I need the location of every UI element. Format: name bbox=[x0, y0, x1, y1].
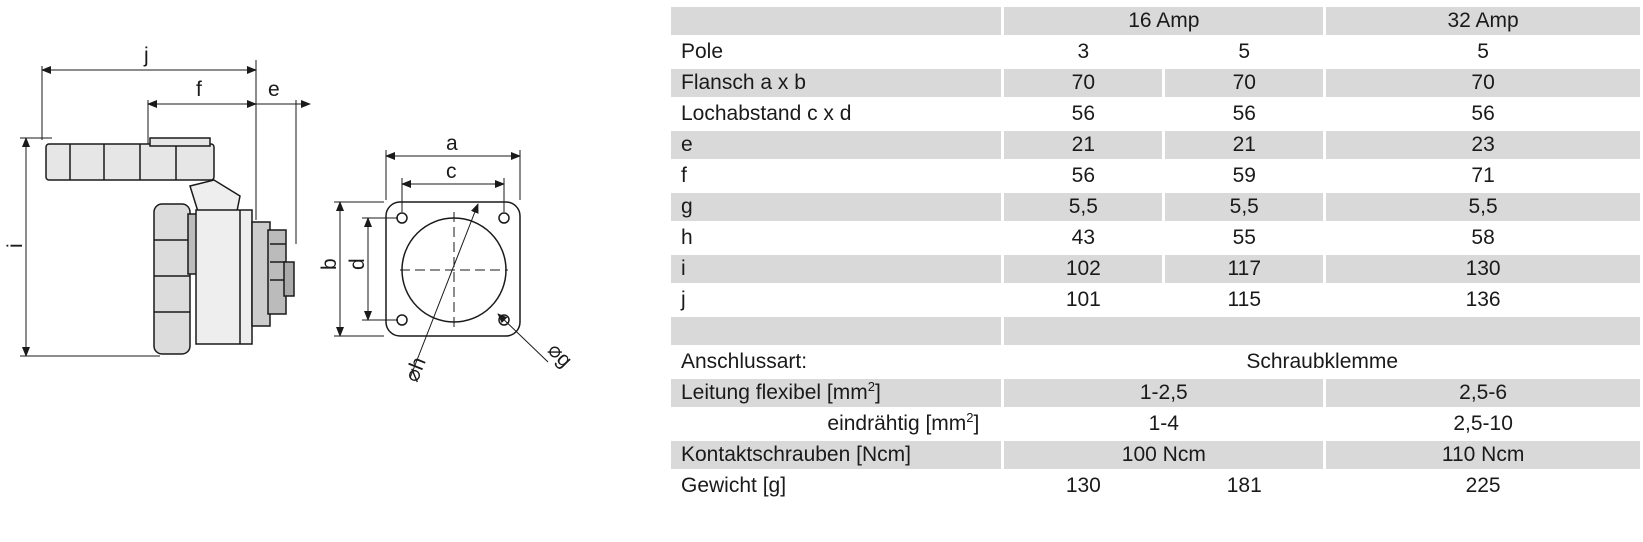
cell-gewicht-32a: 225 bbox=[1326, 472, 1640, 500]
cell-eindraehtig-32a: 2,5-10 bbox=[1326, 410, 1640, 438]
dimension-drawing-svg bbox=[0, 0, 620, 542]
row-label-leitung: Leitung flexibel $[mm^2]$ bbox=[671, 379, 1001, 407]
cell-leitung-32a: 2,5-6 bbox=[1326, 379, 1640, 407]
cell-16a-3pole: 5,5 bbox=[1004, 193, 1162, 221]
dim-label-d: d bbox=[346, 258, 369, 270]
table-header-row bbox=[671, 7, 1640, 35]
cell-32a-5pole: 136 bbox=[1326, 286, 1640, 314]
row-label: f bbox=[671, 162, 1001, 190]
table-spacer-row bbox=[671, 317, 1640, 345]
cell-16a-3pole: 70 bbox=[1004, 69, 1162, 97]
row-label: Lochabstand c x d bbox=[671, 100, 1001, 128]
cell-16a-3pole: 56 bbox=[1004, 162, 1162, 190]
spec-table bbox=[668, 4, 1643, 503]
dim-label-a: a bbox=[446, 132, 458, 155]
row-label: Kontaktschrauben [Ncm] bbox=[671, 441, 1001, 469]
cell-32a-5pole: 5,5 bbox=[1326, 193, 1640, 221]
table-row bbox=[671, 410, 1640, 438]
table-row bbox=[671, 38, 1640, 66]
table-row bbox=[671, 69, 1640, 97]
row-label: Anschlussart: bbox=[671, 348, 1001, 376]
table-row bbox=[671, 224, 1640, 252]
row-label: i bbox=[671, 255, 1001, 283]
table-row bbox=[671, 193, 1640, 221]
cell-16a-3pole: 102 bbox=[1004, 255, 1162, 283]
cell-16a-5pole: 21 bbox=[1165, 131, 1323, 159]
cell-16a-5pole: 70 bbox=[1165, 69, 1323, 97]
cell-16a-5pole: 5,5 bbox=[1165, 193, 1323, 221]
cell-kontakt-16a: 100 Ncm bbox=[1004, 441, 1323, 469]
table-row bbox=[671, 255, 1640, 283]
row-label: Flansch a x b bbox=[671, 69, 1001, 97]
cell-leitung-16a: 1-2,5 bbox=[1004, 379, 1323, 407]
center-lines bbox=[400, 212, 508, 330]
cell-16a-3pole: 21 bbox=[1004, 131, 1162, 159]
spacer-cell bbox=[671, 317, 1001, 345]
dim-label-h: ⌀h bbox=[400, 353, 431, 386]
table-row bbox=[671, 472, 1640, 500]
table-row bbox=[671, 379, 1640, 407]
dim-label-b: b bbox=[318, 258, 341, 270]
header-16-amp: 16 Amp bbox=[1004, 7, 1323, 35]
cell-16a-5pole: 56 bbox=[1165, 100, 1323, 128]
dim-label-e: e bbox=[268, 78, 280, 101]
spacer-cell bbox=[1004, 317, 1640, 345]
row-label: Gewicht [g] bbox=[671, 472, 1001, 500]
cell-32a-5pole: 58 bbox=[1326, 224, 1640, 252]
cell-gewicht-16a-3pole: 130 bbox=[1004, 472, 1162, 500]
table-row bbox=[671, 348, 1640, 376]
dim-label-i: i bbox=[4, 243, 27, 248]
dim-label-g: ⌀g bbox=[543, 338, 577, 373]
cell-32a-5pole: 56 bbox=[1326, 100, 1640, 128]
row-label: h bbox=[671, 224, 1001, 252]
dim-label-c: c bbox=[446, 160, 457, 183]
cell-16a-5pole: 117 bbox=[1165, 255, 1323, 283]
header-32-amp: 32 Amp bbox=[1326, 7, 1640, 35]
cell-gewicht-16a-5pole: 181 bbox=[1165, 472, 1323, 500]
cell-16a-3pole: 56 bbox=[1004, 100, 1162, 128]
cell-32a-5pole: 71 bbox=[1326, 162, 1640, 190]
dim-label-j: j bbox=[144, 44, 149, 67]
cell-16a-5pole: 59 bbox=[1165, 162, 1323, 190]
table-row bbox=[671, 441, 1640, 469]
technical-drawing bbox=[0, 0, 620, 542]
table-row bbox=[671, 162, 1640, 190]
table-row bbox=[671, 131, 1640, 159]
row-label: j bbox=[671, 286, 1001, 314]
cell-32a-5pole: 23 bbox=[1326, 131, 1640, 159]
cell-16a-3pole: 3 bbox=[1004, 38, 1162, 66]
cell-16a-5pole: 55 bbox=[1165, 224, 1323, 252]
cell-32a-5pole: 130 bbox=[1326, 255, 1640, 283]
cell-32a-5pole: 5 bbox=[1326, 38, 1640, 66]
cell-eindraehtig-16a: 1-4 bbox=[1004, 410, 1323, 438]
dim-label-f: f bbox=[196, 78, 202, 101]
cell-kontakt-32a: 110 Ncm bbox=[1326, 441, 1640, 469]
table-row bbox=[671, 100, 1640, 128]
cell-16a-5pole: 115 bbox=[1165, 286, 1323, 314]
cell-anschlussart: Schraubklemme bbox=[1004, 348, 1640, 376]
header-blank-cell bbox=[671, 7, 1001, 35]
row-label: g bbox=[671, 193, 1001, 221]
row-label-eindraehtig: eindrähtig $[mm^2]$ bbox=[671, 410, 1001, 438]
cell-16a-5pole: 5 bbox=[1165, 38, 1323, 66]
row-label: e bbox=[671, 131, 1001, 159]
cell-16a-3pole: 101 bbox=[1004, 286, 1162, 314]
cell-16a-3pole: 43 bbox=[1004, 224, 1162, 252]
row-label: Pole bbox=[671, 38, 1001, 66]
table-row bbox=[671, 286, 1640, 314]
cell-32a-5pole: 70 bbox=[1326, 69, 1640, 97]
side-view bbox=[46, 138, 294, 354]
